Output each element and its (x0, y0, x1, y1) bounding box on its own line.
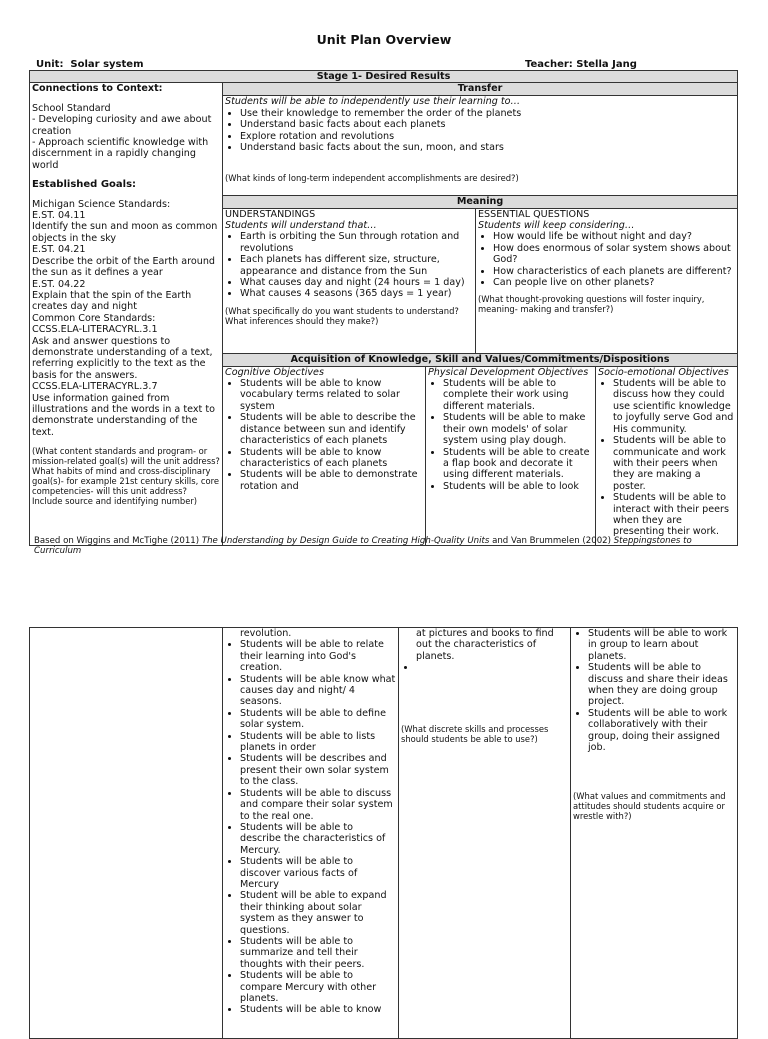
cognitive-item: • Students will be describes and present their own solar system to the class. (240, 753, 396, 787)
goal-line: E.ST. 04.21 (32, 244, 86, 256)
cognitive-item: • Students will be able to demonstrate rotation and (240, 469, 423, 492)
empty-bullet (416, 662, 568, 673)
transfer-intro: Students will be able to independently use their learning to… (225, 96, 521, 108)
question-item: • How would life be without night and day? (493, 231, 735, 242)
socio-cell (596, 366, 738, 546)
socio-item: • Students will be able to discuss and share their ideas when they are doing group project. (588, 662, 735, 708)
cognitive-cont: revolution. (240, 628, 292, 639)
cognitive-item: • Students will be able to describe the characteristics of Mercury. (240, 822, 396, 856)
cognitive-item: • Students will be able to discuss and compare their solar system to the real one. (240, 788, 396, 822)
goals-list (32, 199, 220, 439)
established-heading: Established Goals: (32, 179, 137, 191)
cognitive-item: • Students will be able to know vocabulary terms related to solar system (240, 378, 423, 412)
goals-prompt: (What content standards and program- or mission-related goal(s) will the unit address? What habits of mind and cross-disciplinary goal(s)- for example 21st century skills, core competencies- will this unit address? Include source and identifying number) (32, 446, 220, 507)
cognitive-cell (223, 366, 426, 546)
goal-line: E.ST. 04.22 (32, 278, 86, 290)
transfer-item: • Understand basic facts about each planets (240, 119, 735, 130)
cognitive-item: • Student will be able to expand their thinking about solar system as they answer to questions. (240, 890, 396, 936)
cognitive-item: • Students will be able to define solar system. (240, 708, 396, 731)
cognitive-heading: Cognitive Objectives (225, 366, 324, 378)
physical-list (428, 378, 593, 492)
socio-heading: Socio-emotional Objectives (598, 366, 729, 378)
questions-list (478, 231, 735, 288)
meaning-header: Meaning (223, 195, 738, 208)
physical-item: • Students will be able to make their own models' of solar system using play dough. (443, 412, 593, 446)
understandings-list (225, 231, 473, 299)
teacher-value: Stella Jang (576, 59, 637, 70)
questions-prompt: (What thought-provoking questions will foster inquiry, meaning- making and transfer?) (478, 294, 705, 315)
goal-line: CCSS.ELA-LITERACYRL.3.1 (32, 324, 158, 336)
goal-line: E.ST. 04.11 (32, 210, 86, 222)
understandings-heading: UNDERSTANDINGS (225, 208, 316, 220)
footer-part: Based on Wiggins and McTighe (2011) (34, 536, 202, 546)
understandings-intro: Students will understand that… (225, 219, 377, 231)
cognitive-item: • Students will be able know what causes day and night/ 4 seasons. (240, 674, 396, 708)
continuation-table (29, 627, 738, 1039)
physical-heading: Physical Development Objectives (428, 366, 589, 378)
goal-line: Common Core Standards: (32, 312, 156, 324)
socio-item: • Students will be able to work collaboratively with their group, doing their assigned job. (588, 708, 735, 754)
physical-cont-cell (399, 628, 571, 1039)
connections-heading: Connections to Context: (32, 83, 163, 95)
unit-label: Unit: (36, 59, 64, 70)
understandings-prompt: (What specifically do you want students to understand? What inferences should they make?) (225, 305, 459, 326)
understanding-item: • Each planets has different size, structure, appearance and distance from the Sun (240, 254, 473, 277)
physical-prompt: (What discrete skills and processes should students be able to use?) (401, 723, 549, 744)
questions-heading: ESSENTIAL QUESTIONS (478, 208, 590, 220)
goal-line: Identify the sun and moon as common objects in the sky (32, 221, 218, 244)
transfer-header: Transfer (223, 83, 738, 96)
socio-prompt: (What values and commitments and attitudes should students acquire or wrestle with?) (573, 791, 726, 822)
goal-line: Describe the orbit of the Earth around the sun as it defines a year (32, 255, 215, 279)
goal-line: Use information gained from illustrations and the words in a text to demonstrate understanding of the text. (32, 392, 215, 438)
cognitive-item: • Students will be able to discover various facts of Mercury (240, 856, 396, 890)
goal-line: Ask and answer questions to demonstrate understanding of a text, referring explicitly to the text as the basis for the answers. (32, 335, 213, 381)
socio-cont-cell (571, 628, 738, 1039)
unit-plan-table (29, 70, 738, 546)
connections-cell (30, 83, 223, 546)
school-standard: School Standard (32, 102, 111, 114)
physical-cell (426, 366, 596, 546)
goal-line: Explain that the spin of the Earth creates day and night (32, 289, 192, 313)
school-standard-1: - Developing curiosity and awe about creation (32, 114, 212, 137)
page-title: Unit Plan Overview (316, 32, 452, 47)
understanding-item: • What causes 4 seasons (365 days = 1 year) (240, 288, 473, 299)
cognitive-cont-list (225, 639, 396, 1015)
footer-book-title: Steppingstones to Curriculum (34, 536, 692, 556)
transfer-item: • Explore rotation and revolutions (240, 131, 735, 142)
socio-item: • Students will be able to interact with their peers when they are presenting their work. (613, 492, 735, 538)
teacher-label: Teacher: (525, 59, 573, 70)
cognitive-item: • Students will be able to lists planets in order (240, 731, 396, 754)
transfer-list (225, 108, 735, 154)
question-item: • How does enormous of solar system shows about God? (493, 243, 735, 266)
footer-book-title: The Understanding by Design Guide to Creating High-Quality Units (201, 536, 490, 546)
physical-item: • Students will be able to create a flap book and decorate it using different materials. (443, 447, 593, 481)
cognitive-item: • Students will be able to relate their learning into God's creation. (240, 639, 396, 673)
understanding-item: • What causes day and night (24 hours = 1 day) (240, 277, 473, 288)
unit-value: Solar system (70, 59, 144, 70)
footer-citation (34, 536, 734, 556)
cognitive-item: • Students will be able to summarize and tell their thoughts with their peers. (240, 936, 396, 970)
unit-line (36, 59, 144, 70)
physical-item: • Students will be able to complete their work using different materials. (443, 378, 593, 412)
socio-item: • Students will be able to discuss how they could use scientific knowledge to joyfully serve God and His community. (613, 378, 735, 435)
understanding-item: • Earth is orbiting the Sun through rotation and revolutions (240, 231, 473, 254)
cognitive-item: • Students will be able to know (240, 1004, 396, 1015)
physical-cont-list (401, 662, 568, 673)
understandings-cell (223, 208, 476, 353)
physical-cont: at pictures and books to find out the characteristics of planets. (416, 628, 554, 662)
teacher-line (525, 59, 637, 70)
question-item: • Can people live on other planets? (493, 277, 735, 288)
stage1-header: Stage 1- Desired Results (30, 71, 738, 83)
footer-part: and Van Brummelen (2002) (489, 536, 614, 546)
acquisition-header: Acquisition of Knowledge, Skill and Values/Commitments/Dispositions (223, 353, 738, 366)
question-item: • How characteristics of each planets are different? (493, 266, 735, 277)
socio-list (598, 378, 735, 538)
cognitive-cont-cell (223, 628, 399, 1039)
transfer-item: • Understand basic facts about the sun, moon, and stars (240, 142, 735, 153)
school-standard-2: - Approach scientific knowledge with discernment in a rapidly changing world (32, 137, 209, 171)
goal-line: Michigan Science Standards: (32, 198, 171, 210)
cognitive-item: • Students will be able to describe the distance between sun and identify characteristics of each planets (240, 412, 423, 446)
cognitive-list (225, 378, 423, 492)
questions-intro: Students will keep considering… (478, 219, 635, 231)
empty-left-cell (30, 628, 223, 1039)
socio-item: • Students will be able to work in group to learn about planets. (588, 628, 735, 662)
socio-item: • Students will be able to communicate and work with their peers when they are making a poster. (613, 435, 735, 492)
cognitive-item: • Students will be able to compare Mercury with other planets. (240, 970, 396, 1004)
socio-cont-list (573, 628, 735, 753)
cognitive-item: • Students will be able to know characteristics of each planets (240, 447, 423, 470)
transfer-prompt: (What kinds of long-term independent accomplishments are desired?) (225, 173, 519, 184)
questions-cell (476, 208, 738, 353)
transfer-cell (223, 96, 738, 195)
goal-line: CCSS.ELA-LITERACYRL.3.7 (32, 381, 158, 393)
transfer-item: • Use their knowledge to remember the order of the planets (240, 108, 735, 119)
physical-item: • Students will be able to look (443, 481, 593, 492)
